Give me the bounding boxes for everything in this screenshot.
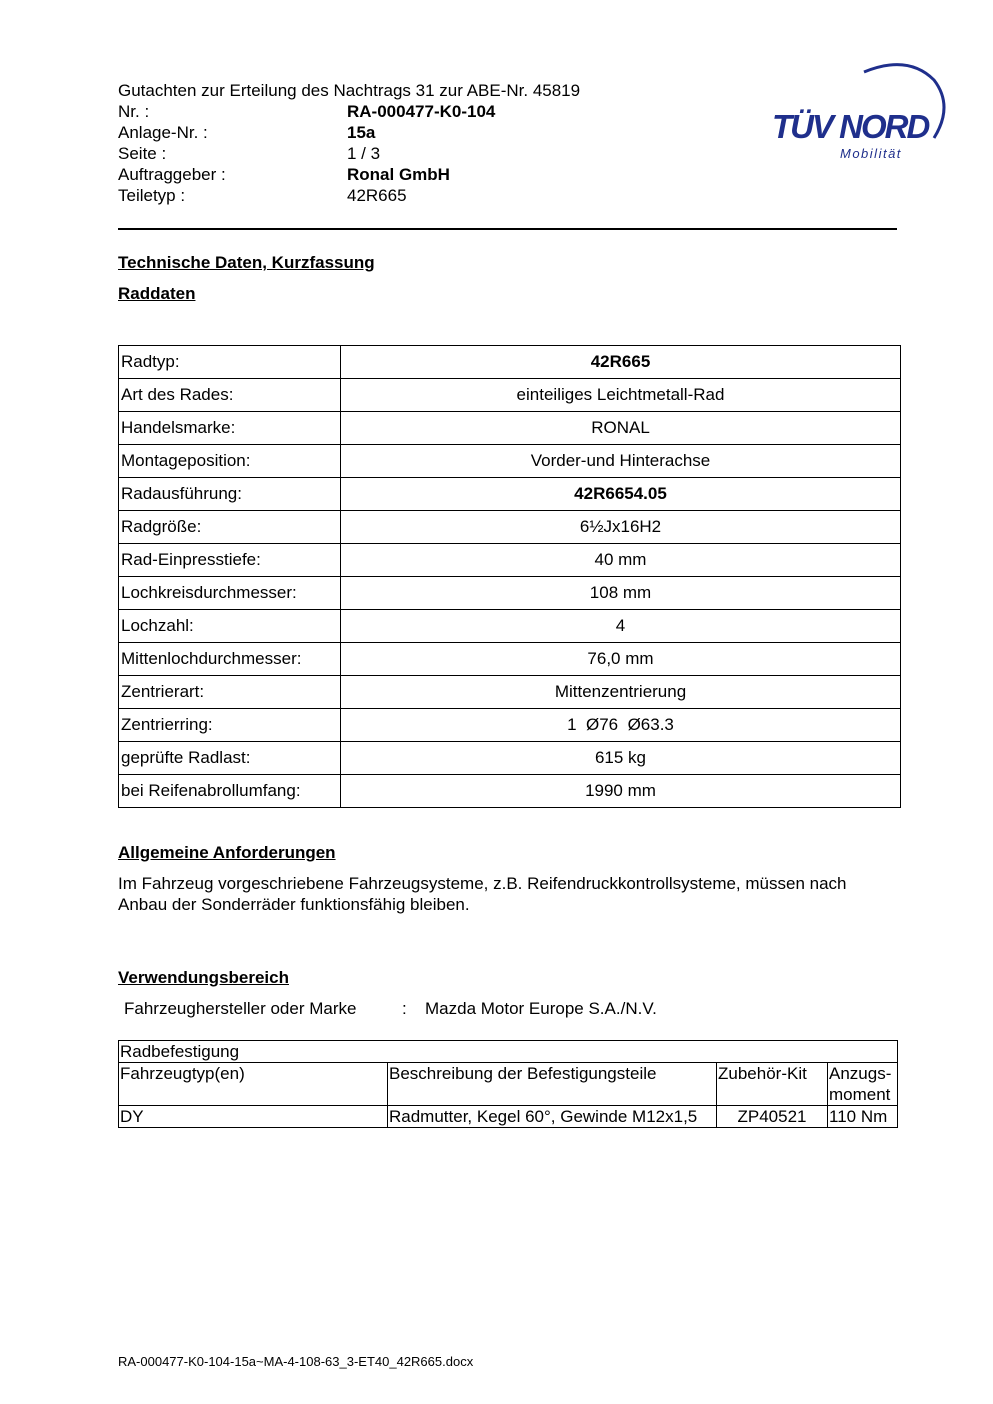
table-row — [119, 577, 901, 610]
row-label: Zentrierart: — [119, 676, 341, 709]
header-field-teiletyp — [118, 185, 495, 206]
table-row — [119, 379, 901, 412]
table-cell: 110 Nm — [828, 1106, 898, 1128]
row-label: Art des Rades: — [119, 379, 341, 412]
table-cell: Radmutter, Kegel 60°, Gewinde M12x1,5 — [388, 1106, 717, 1128]
manufacturer-colon: : — [402, 999, 407, 1018]
row-label: Lochzahl: — [119, 610, 341, 643]
section-heading-usage: Verwendungsbereich — [118, 968, 289, 987]
header-field-nr — [118, 101, 495, 122]
row-label: Mittenlochdurchmesser: — [119, 643, 341, 676]
table-row — [119, 775, 901, 808]
row-value: Vorder-und Hinterachse — [341, 445, 901, 478]
table-row — [119, 1106, 898, 1128]
section-heading-general: Allgemeine Anforderungen — [118, 843, 336, 862]
table-row — [119, 709, 901, 742]
header-field-auftraggeber — [118, 164, 495, 185]
table-row — [119, 643, 901, 676]
table-row — [119, 742, 901, 775]
table-row — [119, 676, 901, 709]
manufacturer-value: Mazda Motor Europe S.A./N.V. — [425, 999, 657, 1018]
row-value: RONAL — [341, 412, 901, 445]
row-value: 4 — [341, 610, 901, 643]
header-field-value: 1 / 3 — [347, 144, 381, 163]
table-row — [119, 478, 901, 511]
column-header: Anzugs-moment — [828, 1063, 898, 1106]
row-label: geprüfte Radlast: — [119, 742, 341, 775]
tuv-nord-logo — [768, 58, 948, 168]
header-field-label: Auftraggeber : — [118, 165, 226, 184]
header-field-value: 15a — [347, 123, 376, 142]
header-field-seite — [118, 143, 495, 164]
row-label: Radgröße: — [119, 511, 341, 544]
fastening-title: Radbefestigung — [119, 1041, 898, 1063]
row-value: 6½Jx16H2 — [341, 511, 901, 544]
svg-text:TÜV NORD: TÜV NORD — [772, 108, 929, 145]
header-divider — [118, 228, 897, 230]
row-label: Lochkreisdurchmesser: — [119, 577, 341, 610]
general-requirements-text: Im Fahrzeug vorgeschriebene Fahrzeugsysteme, z.B. Reifendruckkontrollsysteme, müssen nach Anbau der Sonderräder funktionsfähig bleiben. — [118, 874, 847, 914]
row-value: 615 kg — [341, 742, 901, 775]
section-heading-wheel: Raddaten — [118, 284, 196, 303]
row-value: einteiliges Leichtmetall-Rad — [341, 379, 901, 412]
table-cell: DY — [119, 1106, 388, 1128]
row-label: Radausführung: — [119, 478, 341, 511]
row-label: Handelsmarke: — [119, 412, 341, 445]
row-label: Zentrierring: — [119, 709, 341, 742]
table-row — [119, 511, 901, 544]
header-field-value: 42R665 — [347, 186, 407, 205]
wheel-data-table — [118, 345, 901, 808]
column-header: Zubehör-Kit — [717, 1063, 828, 1106]
row-label: Montageposition: — [119, 445, 341, 478]
table-row — [119, 610, 901, 643]
header-field-label: Teiletyp : — [118, 186, 186, 205]
row-value: 1990 mm — [341, 775, 901, 808]
table-row — [119, 412, 901, 445]
document-filename-footer: RA-000477-K0-104-15a~MA-4-108-63_3-ET40_42R665.docx — [118, 1354, 474, 1369]
report-title: Gutachten zur Erteilung des Nachtrags 31 zur ABE-Nr. 45819 — [118, 81, 581, 100]
table-row — [119, 346, 901, 379]
svg-text:Mobilität: Mobilität — [840, 146, 902, 161]
header-field-label: Seite : — [118, 144, 167, 163]
column-header: Beschreibung der Befestigungsteile — [388, 1063, 717, 1106]
row-label: Rad-Einpresstiefe: — [119, 544, 341, 577]
header-field-value: Ronal GmbH — [347, 165, 450, 184]
row-value: 108 mm — [341, 577, 901, 610]
row-value: 40 mm — [341, 544, 901, 577]
header-field-label: Nr. : — [118, 102, 150, 121]
fastening-table — [118, 1040, 898, 1128]
header-field-value: RA-000477-K0-104 — [347, 102, 496, 121]
header-fields — [118, 101, 495, 206]
section-heading-tech: Technische Daten, Kurzfassung — [118, 253, 375, 272]
row-value: 42R6654.05 — [341, 478, 901, 511]
table-header-row — [119, 1063, 898, 1106]
row-label: bei Reifenabrollumfang: — [119, 775, 341, 808]
header-field-anlage — [118, 122, 495, 143]
vehicle-manufacturer-line — [124, 998, 657, 1019]
row-value: 76,0 mm — [341, 643, 901, 676]
table-row — [119, 544, 901, 577]
row-value: 1 Ø76 Ø63.3 — [341, 709, 901, 742]
header-field-label: Anlage-Nr. : — [118, 123, 208, 142]
row-value: 42R665 — [341, 346, 901, 379]
table-title-row — [119, 1041, 898, 1063]
table-cell: ZP40521 — [717, 1106, 828, 1128]
row-value: Mittenzentrierung — [341, 676, 901, 709]
column-header: Fahrzeugtyp(en) — [119, 1063, 388, 1106]
table-row — [119, 445, 901, 478]
manufacturer-label: Fahrzeughersteller oder Marke — [124, 999, 357, 1018]
row-label: Radtyp: — [119, 346, 341, 379]
